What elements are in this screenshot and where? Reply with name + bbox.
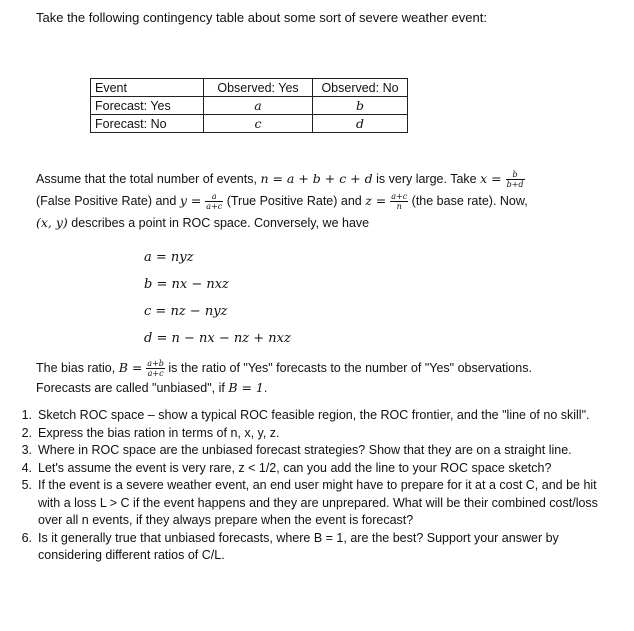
math-inline: n = a + b + c + d [260,171,373,186]
math-inline: B = 1 [228,380,264,396]
para-text: describes a point in ROC space. Conversely, we have [67,216,370,230]
para-text: (False Positive Rate) and [36,194,180,208]
para-text: Forecasts are called "unbiased", if [36,381,229,396]
definition-paragraph [36,168,606,234]
table-header-cell: Event [91,79,204,97]
list-item [10,407,622,425]
table-header-cell: Observed: No [313,79,408,97]
list-item [10,530,622,565]
para-text: . [263,381,268,396]
table-row-label: Forecast: No [91,115,204,133]
question-text: Is it generally true that unbiased forecasts, where B = 1, are the best? Support your answer by considering different ratios of C/L. [38,530,559,562]
question-number: 3. [21,443,32,457]
question-text: Sketch ROC space – show a typical ROC feasible region, the ROC frontier, and the "line of no skill". [38,408,590,422]
math-inline: (x, y) [36,215,68,230]
question-text: Let's assume the event is very rare, z < 1/2, can you add the line to your ROC space sketch? [38,460,552,475]
list-item [10,460,622,478]
fraction-numerator: b [506,170,525,180]
fraction [390,192,408,211]
fraction-numerator: a+c [391,192,408,202]
para-text: (True Positive Rate) and [223,194,366,208]
question-text: Where in ROC space are the unbiased forecast strategies? Show that they are on a straight line. [38,443,572,457]
equation-b: b = nx − nxz [144,277,229,292]
table-row [91,115,408,133]
math-inline: x = [480,171,506,186]
math-inline: B = [118,360,147,375]
bias-paragraph [36,358,606,398]
table-cell: b [313,97,408,115]
question-number: 5. [21,478,32,492]
fraction-denominator: n [396,202,402,212]
list-item [10,477,622,530]
table-header-cell: Observed: Yes [204,79,313,97]
fraction [205,192,223,211]
table-cell: a [204,97,313,115]
question-list [10,407,622,565]
list-item [10,442,622,460]
fraction-numerator: a [205,192,223,202]
math-inline: y = [179,193,206,208]
fraction-numerator: a+b [147,359,164,369]
question-number: 6. [21,530,32,545]
equation-d: d = n − nx − nz + nxz [144,331,291,346]
table-row [91,97,408,115]
math-inline: z = [365,193,391,208]
table-header-row [91,79,408,97]
contingency-table [90,78,408,133]
fraction [146,359,165,378]
fraction-denominator: a+c [147,369,164,379]
question-number: 4. [21,460,32,475]
equation-a: a = nyz [144,250,194,265]
question-number: 1. [21,408,32,422]
para-text: Assume that the total number of events, [36,172,261,186]
question-text: If the event is a severe weather event, an end user might have to prepare for it at a cost C, and be hit with a loss L > C if the event happens and they are unprepared. What will be their combined cost/loss over all n events, if they always prepare when the event is forecast? [38,478,598,527]
fraction [506,170,525,189]
question-text: Express the bias ration in terms of n, x, y, z. [38,425,280,440]
table-row-label: Forecast: Yes [91,97,204,115]
para-text: is the ratio of "Yes" forecasts to the number of "Yes" observations. [164,361,532,375]
para-text: (the base rate). Now, [408,194,528,208]
question-number: 2. [21,425,32,440]
list-item [10,425,622,443]
intro-text: Take the following contingency table about some sort of severe weather event: [36,10,487,25]
fraction-denominator: b+d [506,180,524,190]
para-text: is very large. Take [372,172,481,186]
para-text: The bias ratio, [36,361,119,375]
table-cell: c [204,115,313,133]
table-cell: d [313,115,408,133]
fraction-denominator: a+c [206,202,223,212]
equation-c: c = nz − nyz [144,304,228,319]
